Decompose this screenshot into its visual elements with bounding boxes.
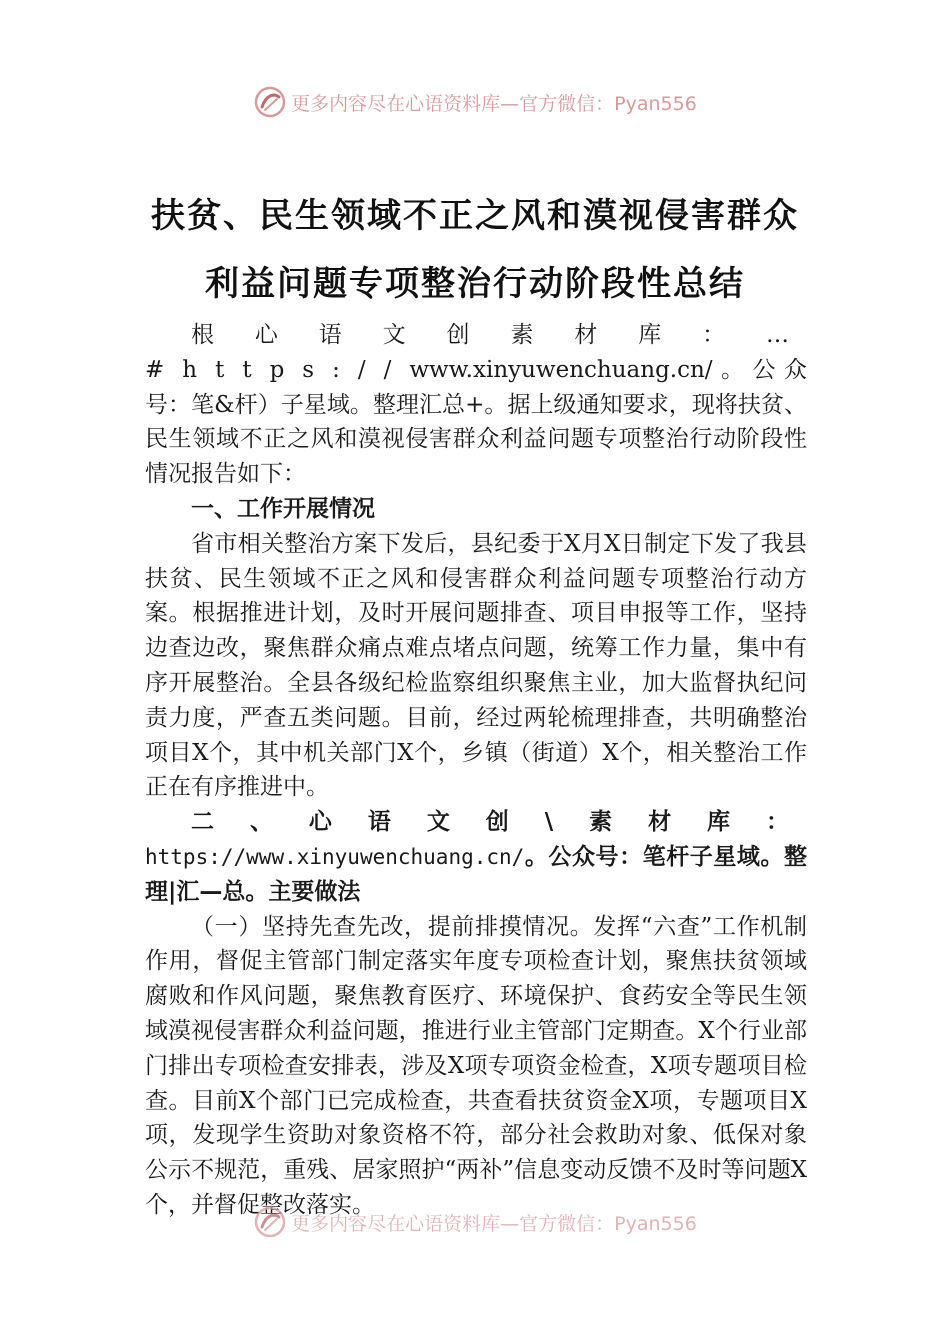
document-title-line1: 扶贫、民生领域不正之风和漠视侵害群众: [151, 196, 799, 236]
section1-heading: 一、工作开展情况: [191, 495, 375, 522]
document-title-line2: 利益问题专项整治行动阶段性总结: [205, 264, 745, 304]
watermark-text: 更多内容尽在心语资料库—官方微信：Pyan556: [291, 92, 697, 115]
section2-heading: [145, 805, 807, 909]
watermark-header: [0, 82, 950, 122]
document-body: [145, 318, 807, 1223]
section2-heading-lead: 二、心语文创\素材库：: [191, 809, 807, 836]
intro-paragraph: [145, 318, 807, 492]
watermark-text: 更多内容尽在心语资料库—官方微信：Pyan556: [291, 1212, 697, 1235]
section1-paragraph: 省市相关整治方案下发后，县纪委于X月X日制定下发了我县扶贫、民生领域不正之风和侵害群众利益问题专项整治行动方案。根据推进计划，及时开展问题排查、项目申报等工作，坚持边查边改，聚焦群众痛点难点堵点问题，统筹工作力量，集中有序开展整治。全县各级纪检监察组织聚焦主业，加大监督执纪问责力度，严查五类问题。目前，经过两轮梳理排查，共明确整治项目X个，其中机关部门X个，乡镇（街道）X个，相关整治工作正在有序推进中。: [145, 530, 807, 801]
section2-heading-rest: 。公众号：笔杆子星域。整理|汇—总。主要做法: [145, 843, 807, 905]
section2-paragraph: （一）坚持先查先改，提前排摸情况。发挥“六查”工作机制作用，督促主管部门制定落实年度专项检查计划，聚焦扶贫领域腐败和作风问题，聚焦教育医疗、环境保护、食药安全等民生领域漠视侵害群众利益问题，推进行业主管部门定期查。X个行业部门排出专项检查安排表，涉及X项专项资金检查，X项专题项目检查。目前X个部门已完成检查，共查看扶贫资金X项，专题项目X项，发现学生资助对象资格不符，部分社会救助对象、低保对象公示不规范，重残、居家照护“两补”信息变动反馈不及时等问题X个，并督促整改落实。: [145, 913, 807, 1218]
brand-logo-icon: [253, 1205, 287, 1239]
intro-rest: www.xinyuwenchuang.cn/。公众号：笔&杆）子星域。整理汇总+。据上级通知要求，现将扶贫、民生领域不正之风和漠视侵害群众利益问题专项整治行动阶段性情况报告如下：: [145, 356, 807, 488]
intro-lead: 根心语文创素材库：…#https://: [145, 322, 807, 383]
brand-logo-icon: [253, 85, 287, 119]
section2-heading-url1: https://: [145, 844, 247, 869]
watermark-footer: [0, 1202, 950, 1242]
section2-heading-url2: www.xinyuwenchuang.cn/: [246, 844, 525, 869]
